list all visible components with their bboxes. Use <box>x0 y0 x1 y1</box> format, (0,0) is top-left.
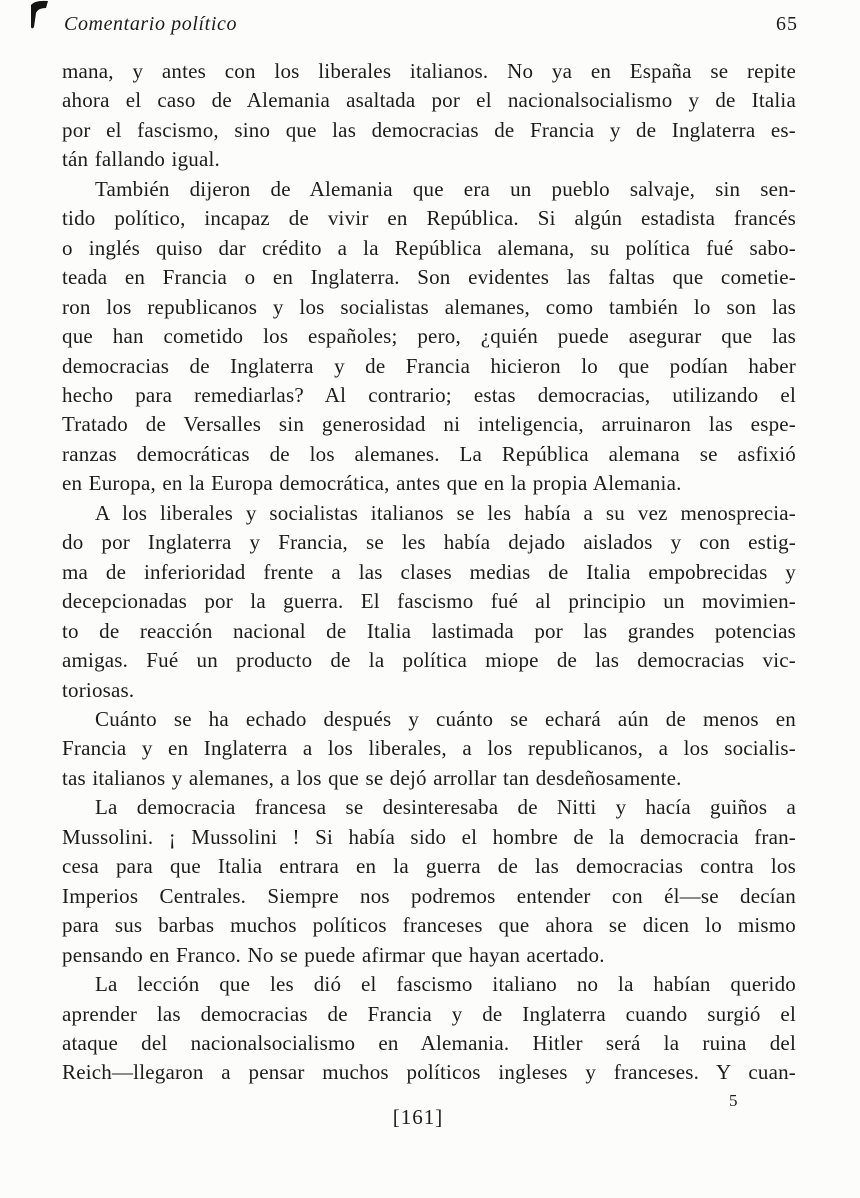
text-line: teada en Francia o en Inglaterra. Son evidentes las faltas que cometie- <box>62 265 796 290</box>
text-line: La democracia francesa se desinteresaba de Nitti y hacía guiños a <box>95 795 796 820</box>
text-line: o inglés quiso dar crédito a la República alemana, su política fué sabo- <box>62 235 796 260</box>
text-line: cesa para que Italia entrara en la guerra de las democracias contra los <box>62 854 796 879</box>
paragraph <box>62 705 796 793</box>
text-line: aprender las democracias de Francia y de Inglaterra cuando surgió el <box>62 1001 796 1026</box>
ink-smudge-artifact <box>27 0 53 32</box>
text-line: Mussolini. ¡ Mussolini ! Si había sido el hombre de la democracia fran- <box>62 824 796 849</box>
text-line: Cuánto se ha echado después y cuánto se echará aún de menos en <box>95 706 796 731</box>
signature-mark: 5 <box>729 1091 738 1110</box>
page-body <box>62 57 796 1088</box>
text-line: tido político, incapaz de vivir en República. Si algún estadista francés <box>62 206 796 231</box>
text-line: La lección que les dió el fascismo italiano no la habían querido <box>95 972 796 997</box>
running-header-title: Comentario político <box>64 13 238 35</box>
text-line: do por Inglaterra y Francia, se les había dejado aislados y con estig- <box>62 530 796 555</box>
paragraph <box>62 499 796 705</box>
text-line: amigas. Fué un producto de la política miope de las democracias vic- <box>62 648 796 673</box>
text-line: por el fascismo, sino que las democracias de Francia y de Inglaterra es- <box>62 117 796 142</box>
text-line: para sus barbas muchos políticos franceses que ahora se dicen lo mismo <box>62 913 796 938</box>
paragraph <box>62 57 796 175</box>
text-line: decepcionadas por la guerra. El fascismo fué al principio un movimien- <box>62 589 796 614</box>
text-line: Francia y en Inglaterra a los liberales, a los republicanos, a los socialis- <box>62 736 796 761</box>
text-line: ma de inferioridad frente a las clases medias de Italia empobrecidas y <box>62 559 796 584</box>
text-line: ron los republicanos y los socialistas alemanes, como también lo son las <box>62 294 796 319</box>
text-line: to de reacción nacional de Italia lastimada por las grandes potencias <box>62 618 796 643</box>
text-line: A los liberales y socialistas italianos se les había a su vez menosprecia- <box>95 500 796 525</box>
text-line: También dijeron de Alemania que era un pueblo salvaje, sin sen- <box>95 176 796 201</box>
text-line: ranzas democráticas de los alemanes. La República alemana se asfixió <box>62 441 796 466</box>
text-line: en Europa, en la Europa democrática, antes que en la propia Alemania. <box>62 471 682 496</box>
page-number: 65 <box>776 13 798 35</box>
paragraph <box>62 175 796 499</box>
text-line: Reich—llegaron a pensar muchos políticos ingleses y franceses. Y cuan- <box>62 1060 796 1085</box>
text-line: democracias de Inglaterra y de Francia hicieron lo que podían haber <box>62 353 796 378</box>
text-line: que han cometido los españoles; pero, ¿quién puede asegurar que las <box>62 324 796 349</box>
paragraph <box>62 970 796 1088</box>
text-line: tán fallando igual. <box>62 147 220 172</box>
text-line: tas italianos y alemanes, a los que se dejó arrollar tan desdeñosamente. <box>62 765 682 790</box>
text-line: Tratado de Versalles sin generosidad ni inteligencia, arruinaron las espe- <box>62 412 796 437</box>
footer-folio: [161] <box>392 1105 444 1129</box>
text-line: ataque del nacionalsocialismo en Alemania. Hitler será la ruina del <box>62 1030 796 1055</box>
text-line: toriosas. <box>62 677 135 702</box>
running-header <box>64 13 798 36</box>
text-line: ahora el caso de Alemania asaltada por el nacionalsocialismo y de Italia <box>62 88 796 113</box>
text-line: hecho para remediarlas? Al contrario; estas democracias, utilizando el <box>62 382 796 407</box>
text-line: mana, y antes con los liberales italianos. No ya en España se repite <box>62 59 796 83</box>
paragraph <box>62 793 796 970</box>
text-line: Imperios Centrales. Siempre nos podremos entender con él—se decían <box>62 883 796 908</box>
text-line: pensando en Franco. No se puede afirmar que hayan acertado. <box>62 942 605 967</box>
